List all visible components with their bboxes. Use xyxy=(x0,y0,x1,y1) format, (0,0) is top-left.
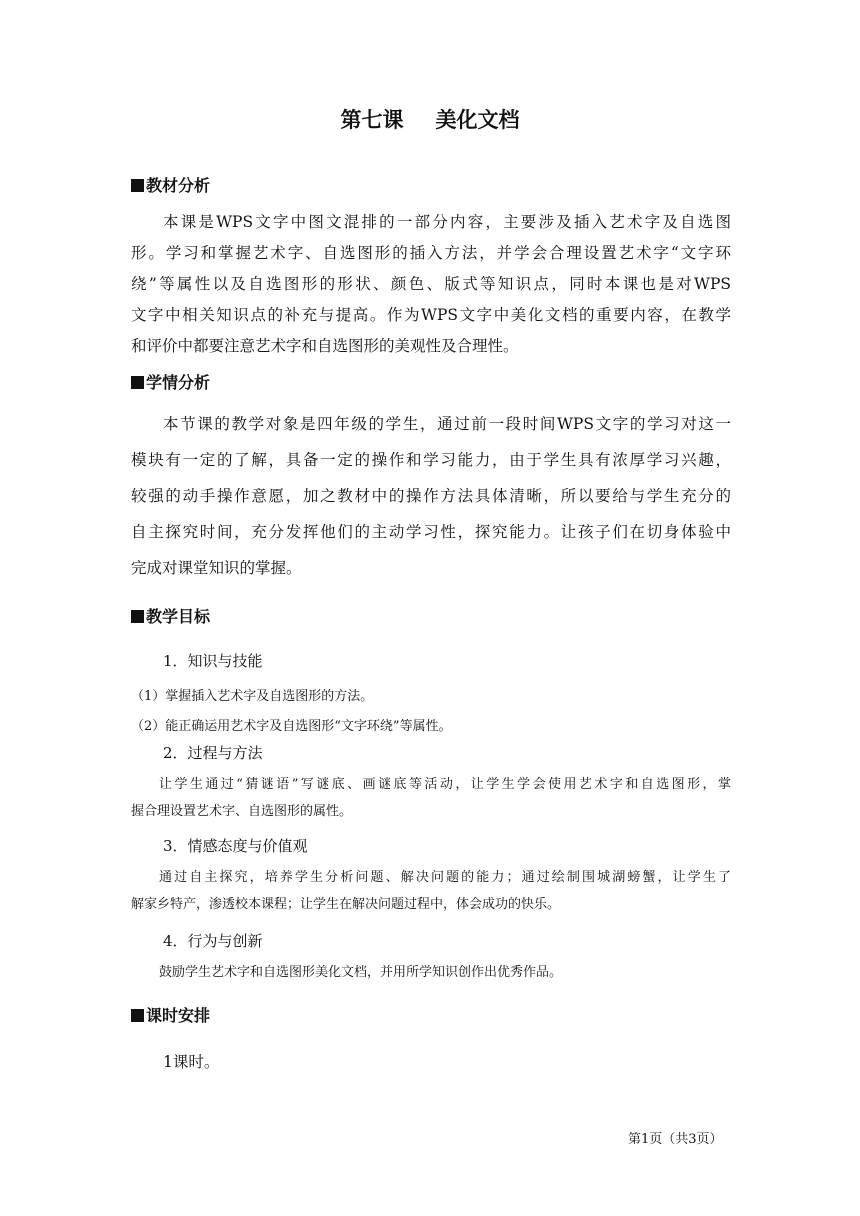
paragraph-line: 自主探究时间，充分发挥他们的主动学习性，探究能力。让孩子们在切身体验中 xyxy=(131,523,731,541)
section-heading-label: 课时安排 xyxy=(146,1006,211,1025)
paragraph-line: 较强的动手操作意愿，加之教材中的操作方法具体清晰，所以要给与学生充分的 xyxy=(131,487,731,505)
square-bullet-icon xyxy=(131,610,144,623)
square-bullet-icon xyxy=(131,179,144,192)
goal-behavior-innovation: 4．行为与创新 xyxy=(163,932,263,950)
goal-behavior-text xyxy=(131,959,731,986)
goal-emotion-text xyxy=(131,864,731,918)
title-lesson-name: 美化文档 xyxy=(435,108,520,132)
paragraph-line: 解家乡特产，渗透校本课程；让学生在解决问题过程中，体会成功的快乐。 xyxy=(131,897,561,912)
paragraph-line: 让学生通过“猜谜语”写谜底、画谜底等活动，让学生学会使用艺术字和自选图形，掌 xyxy=(159,777,731,792)
paragraph-line: 形。学习和掌握艺术字、自选图形的插入方法，并学会合理设置艺术字“文字环 xyxy=(131,244,731,262)
paragraph-line: 绕”等属性以及自选图形的形状、颜色、版式等知识点，同时本课也是对WPS xyxy=(131,275,731,293)
paragraph-line: 本节课的教学对象是四年级的学生，通过前一段时间WPS文字的学习对这一 xyxy=(163,415,731,433)
goal-process-text xyxy=(131,771,731,825)
goal-process-methods: 2．过程与方法 xyxy=(163,744,263,762)
section-heading-class-hours xyxy=(131,1003,210,1026)
section-heading-label: 教学目标 xyxy=(146,607,211,626)
class-hours-text: 1课时。 xyxy=(163,1053,220,1071)
paragraph-textbook-analysis xyxy=(131,207,731,362)
title-lesson-number: 第七课 xyxy=(340,108,404,132)
paragraph-student-analysis xyxy=(131,409,731,589)
section-heading-label: 学情分析 xyxy=(146,373,211,392)
square-bullet-icon xyxy=(131,376,144,389)
paragraph-line: 鼓励学生艺术字和自选图形美化文档，并用所学知识创作出优秀作品。 xyxy=(159,965,563,980)
paragraph-line: 完成对课堂知识的掌握。 xyxy=(131,559,302,577)
page-number-footer: 第1页（共3页） xyxy=(628,1132,723,1147)
paragraph-line: 握合理设置艺术字、自选图形的属性。 xyxy=(131,804,353,819)
section-heading-teaching-goals xyxy=(131,604,210,627)
paragraph-line: 模块有一定的了解，具备一定的操作和学习能力，由于学生具有浓厚学习兴趣， xyxy=(131,451,731,469)
goal-knowledge-skills: 1．知识与技能 xyxy=(163,652,263,670)
paragraph-line: 本课是WPS文字中图文混排的一部分内容，主要涉及插入艺术字及自选图 xyxy=(163,213,731,231)
paragraph-line: 和评价中都要注意艺术字和自选图形的美观性及合理性。 xyxy=(131,337,519,355)
section-heading-textbook-analysis xyxy=(131,173,210,196)
page-title xyxy=(0,104,860,134)
goal-emotion-values: 3．情感态度与价值观 xyxy=(163,837,308,855)
paragraph-line: 通过自主探究，培养学生分析问题、解决问题的能力；通过绘制围城湖螃蟹，让学生了 xyxy=(159,870,731,885)
square-bullet-icon xyxy=(131,1009,144,1022)
goal-item: （1）掌握插入艺术字及自选图形的方法。 xyxy=(131,689,374,704)
goal-item: （2）能正确运用艺术字及自选图形“文字环绕”等属性。 xyxy=(131,719,452,734)
section-heading-label: 教材分析 xyxy=(146,176,211,195)
paragraph-line: 文字中相关知识点的补充与提高。作为WPS文字中美化文档的重要内容，在教学 xyxy=(131,306,731,324)
section-heading-student-analysis xyxy=(131,370,210,393)
